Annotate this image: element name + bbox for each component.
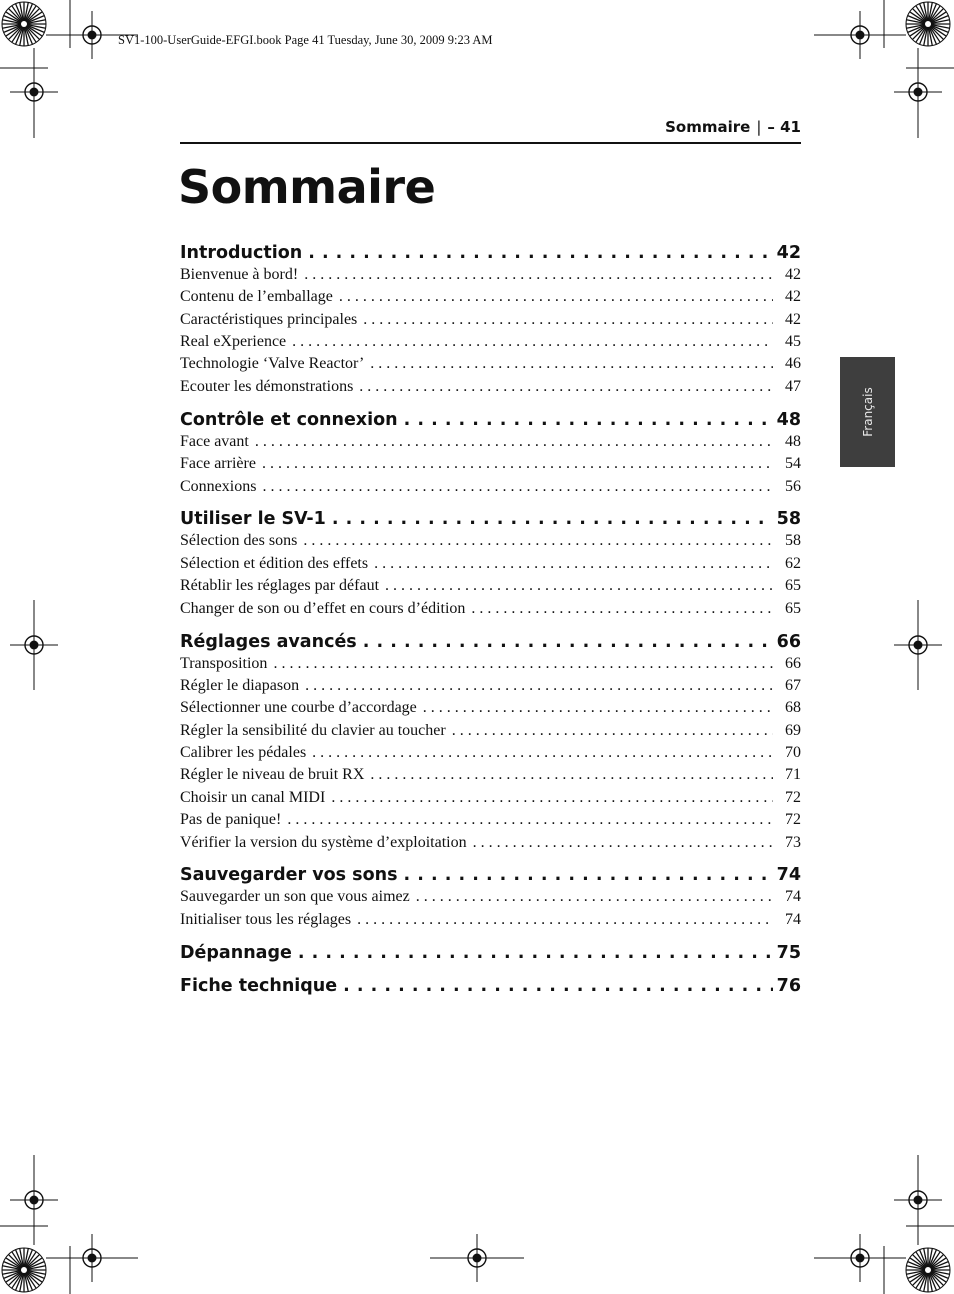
toc-entry[interactable] xyxy=(180,766,801,788)
toc-entry[interactable] xyxy=(180,888,801,910)
toc-entry-label: Fiche technique xyxy=(180,976,338,996)
toc-entry-label: Calibrer les pédales xyxy=(180,744,307,761)
toc-section-entry[interactable] xyxy=(180,632,801,656)
toc-leader-dots xyxy=(359,378,773,396)
toc-entry-label: Régler le diapason xyxy=(180,677,300,694)
toc-entry-page: 42 xyxy=(776,243,801,263)
toc-entry-label: Face avant xyxy=(180,433,249,450)
toc-entry[interactable] xyxy=(180,311,801,333)
toc-entry-label: Pas de panique! xyxy=(180,811,282,828)
toc-entry[interactable] xyxy=(180,911,801,933)
toc-leader-dots xyxy=(312,744,773,762)
toc-leader-dots xyxy=(404,410,773,430)
toc-entry-page: 67 xyxy=(785,677,801,694)
toc-entry-page: 72 xyxy=(785,789,801,806)
toc-entry[interactable] xyxy=(180,266,801,288)
toc-entry-label: Changer de son ou d’effet en cours d’édition xyxy=(180,600,466,617)
toc-entry-label: Transposition xyxy=(180,655,268,672)
toc-entry-page: 56 xyxy=(785,478,801,495)
toc-entry-label: Utiliser le SV-1 xyxy=(180,509,326,529)
language-tab-label: Français xyxy=(860,387,875,437)
toc-entry[interactable] xyxy=(180,699,801,721)
starburst-mark-bottom-left xyxy=(2,1248,46,1292)
starburst-mark-top-left xyxy=(2,2,46,46)
toc-entry-page: 58 xyxy=(776,509,801,529)
toc-section-entry[interactable] xyxy=(180,976,801,1000)
toc-entry-label: Vérifier la version du système d’exploitation xyxy=(180,834,467,851)
toc-entry-page: 66 xyxy=(785,655,801,672)
toc-leader-dots xyxy=(262,478,773,496)
toc-entry-label: Ecouter les démonstrations xyxy=(180,378,354,395)
toc-entry-page: 76 xyxy=(776,976,801,996)
toc-leader-dots xyxy=(298,943,773,963)
toc-entry-label: Régler le niveau de bruit RX xyxy=(180,766,365,783)
toc-leader-dots xyxy=(473,834,773,852)
toc-entry[interactable] xyxy=(180,655,801,677)
toc-entry[interactable] xyxy=(180,811,801,833)
toc-entry[interactable] xyxy=(180,555,801,577)
toc-leader-dots xyxy=(262,455,773,473)
toc-entry-label: Connexions xyxy=(180,478,257,495)
toc-leader-dots xyxy=(273,655,773,673)
page-title: Sommaire xyxy=(178,160,436,214)
toc-entry-page: 47 xyxy=(785,378,801,395)
toc-entry-label: Caractéristiques principales xyxy=(180,311,358,328)
toc-entry-label: Régler la sensibilité du clavier au toucher xyxy=(180,722,446,739)
toc-leader-dots xyxy=(303,532,773,550)
toc-entry-label: Contrôle et connexion xyxy=(180,410,398,430)
toc-leader-dots xyxy=(305,677,773,695)
toc-leader-dots xyxy=(423,699,773,717)
toc-leader-dots xyxy=(363,632,773,652)
toc-entry-page: 46 xyxy=(785,355,801,372)
toc-entry-label: Dépannage xyxy=(180,943,292,963)
toc-entry-page: 45 xyxy=(785,333,801,350)
toc-entry-label: Sélection des sons xyxy=(180,532,298,549)
toc-leader-dots xyxy=(370,766,773,784)
print-slug: SV1-100-UserGuide-EFGI.book Page 41 Tuesday, June 30, 2009 9:23 AM xyxy=(118,33,493,47)
toc-section-entry[interactable] xyxy=(180,943,801,967)
running-head xyxy=(180,118,801,136)
starburst-mark-bottom-right xyxy=(906,1248,950,1292)
toc-entry[interactable] xyxy=(180,455,801,477)
toc-leader-dots xyxy=(292,333,773,351)
toc-entry-page: 65 xyxy=(785,600,801,617)
toc-entry[interactable] xyxy=(180,677,801,699)
header-rule xyxy=(180,142,801,144)
toc-entry-label: Sélection et édition des effets xyxy=(180,555,369,572)
toc-leader-dots xyxy=(452,722,773,740)
toc-leader-dots xyxy=(370,355,773,373)
toc-entry-page: 72 xyxy=(785,811,801,828)
toc-entry-page: 42 xyxy=(785,288,801,305)
language-tab xyxy=(840,357,895,467)
toc-entry-page: 66 xyxy=(776,632,801,652)
toc-entry[interactable] xyxy=(180,532,801,554)
toc-entry-page: 62 xyxy=(785,555,801,572)
toc-entry-page: 74 xyxy=(776,865,801,885)
toc-leader-dots xyxy=(331,789,773,807)
toc-entry-page: 68 xyxy=(785,699,801,716)
toc-leader-dots xyxy=(374,555,773,573)
toc-entry[interactable] xyxy=(180,355,801,377)
toc-entry-label: Introduction xyxy=(180,243,303,263)
toc-section-entry[interactable] xyxy=(180,243,801,267)
toc-entry[interactable] xyxy=(180,378,801,400)
toc-leader-dots xyxy=(332,509,773,529)
toc-entry[interactable] xyxy=(180,789,801,811)
toc-entry-label: Sauvegarder un son que vous aimez xyxy=(180,888,410,905)
toc-entry-label: Technologie ‘Valve Reactor’ xyxy=(180,355,365,372)
toc-entry-label: Choisir un canal MIDI xyxy=(180,789,326,806)
toc-entry-page: 42 xyxy=(785,266,801,283)
toc-entry-label: Contenu de l’emballage xyxy=(180,288,333,305)
toc-leader-dots xyxy=(404,865,773,885)
toc-entry-page: 75 xyxy=(776,943,801,963)
running-head-separator: | xyxy=(756,118,762,136)
toc-entry[interactable] xyxy=(180,478,801,500)
toc-entry[interactable] xyxy=(180,288,801,310)
running-head-page: – 41 xyxy=(767,118,801,136)
toc-entry-label: Sélectionner une courbe d’accordage xyxy=(180,699,417,716)
toc-entry-page: 48 xyxy=(776,410,801,430)
toc-leader-dots xyxy=(304,266,773,284)
toc-entry-page: 42 xyxy=(785,311,801,328)
toc-leader-dots xyxy=(339,288,773,306)
toc-entry-page: 70 xyxy=(785,744,801,761)
toc-leader-dots xyxy=(416,888,773,906)
toc-entry[interactable] xyxy=(180,577,801,599)
toc-entry[interactable] xyxy=(180,834,801,856)
toc-entry-page: 74 xyxy=(785,888,801,905)
toc-entry-label: Initialiser tous les réglages xyxy=(180,911,352,928)
toc-entry-page: 54 xyxy=(785,455,801,472)
toc-leader-dots xyxy=(363,311,773,329)
toc-section-entry[interactable] xyxy=(180,410,801,434)
toc-entry[interactable] xyxy=(180,600,801,622)
toc-leader-dots xyxy=(357,911,773,929)
toc-entry-page: 48 xyxy=(785,433,801,450)
toc-leader-dots xyxy=(471,600,773,618)
toc-entry-page: 71 xyxy=(785,766,801,783)
toc-section-entry[interactable] xyxy=(180,865,801,889)
toc-entry[interactable] xyxy=(180,433,801,455)
toc-entry-label: Rétablir les réglages par défaut xyxy=(180,577,380,594)
toc-leader-dots xyxy=(255,433,773,451)
toc-entry[interactable] xyxy=(180,333,801,355)
toc-entry[interactable] xyxy=(180,722,801,744)
toc-entry-label: Sauvegarder vos sons xyxy=(180,865,398,885)
toc-entry-label: Bienvenue à bord! xyxy=(180,266,299,283)
toc-leader-dots xyxy=(287,811,773,829)
starburst-mark-top-right xyxy=(906,2,950,46)
toc-entry-page: 58 xyxy=(785,532,801,549)
toc-leader-dots xyxy=(343,976,773,996)
toc-entry-page: 73 xyxy=(785,834,801,851)
toc-entry[interactable] xyxy=(180,744,801,766)
toc-leader-dots xyxy=(385,577,773,595)
running-head-title: Sommaire xyxy=(665,118,751,136)
toc-entry-page: 74 xyxy=(785,911,801,928)
toc-entry-label: Face arrière xyxy=(180,455,256,472)
toc-entry-page: 65 xyxy=(785,577,801,594)
toc-entry-label: Real eXperience xyxy=(180,333,287,350)
toc-leader-dots xyxy=(308,243,772,263)
toc-entry-label: Réglages avancés xyxy=(180,632,357,652)
toc-section-entry[interactable] xyxy=(180,509,801,533)
toc-entry-page: 69 xyxy=(785,722,801,739)
